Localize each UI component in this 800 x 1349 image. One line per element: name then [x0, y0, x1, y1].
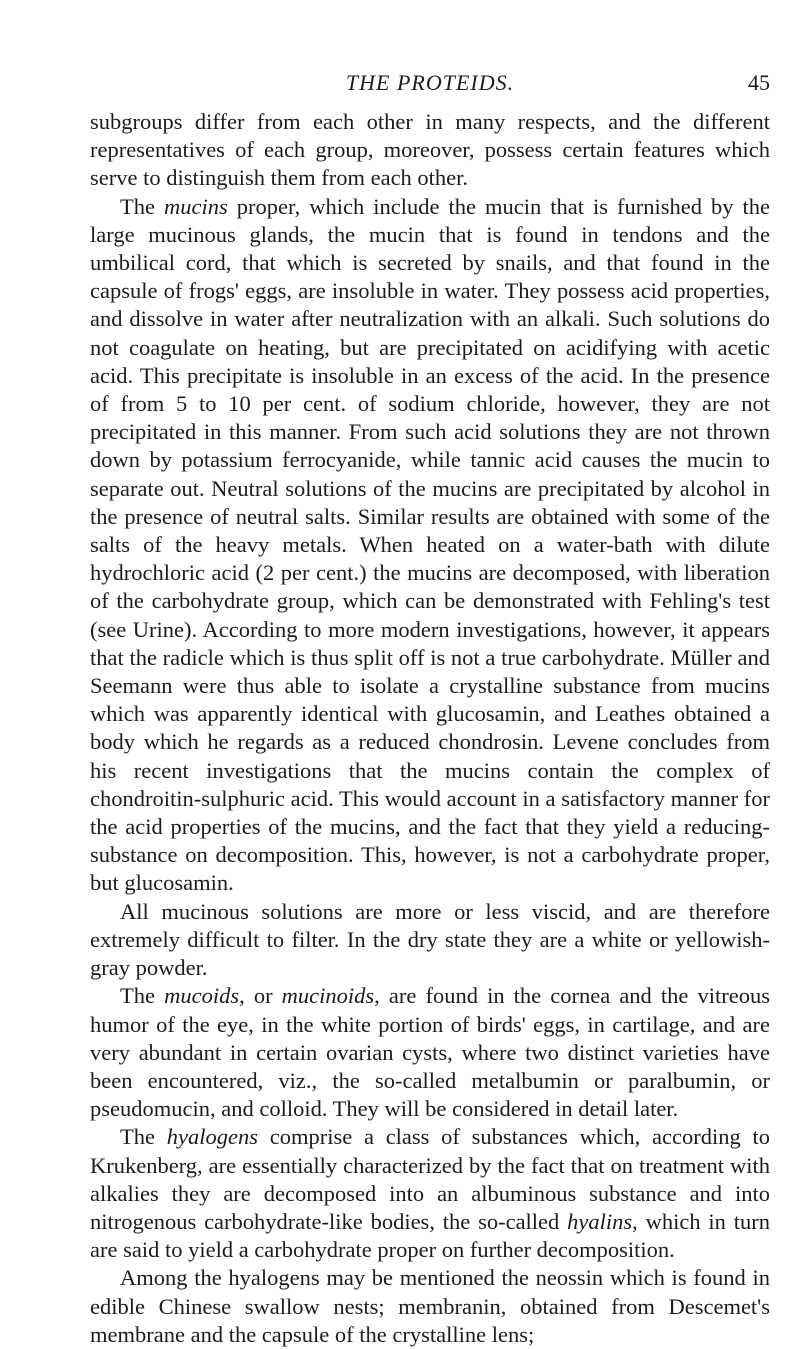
text-run: The [120, 1124, 167, 1150]
text-run: , are found in the cornea and the vitreous humor of the eye, in the white portion of birds' eggs, in cartilage, and are very abundant in certain ovarian cysts, where two distinct varieties have been encountered, viz., the so-called metalbumin or paralbumin, or pseudomucin, and colloid. They will be considered in detail later. [90, 983, 770, 1122]
page-header [90, 70, 770, 104]
term-mucinoids: mucinoids [281, 983, 375, 1009]
term-hyalogens: hyalogens [166, 1124, 258, 1150]
running-head: THE PROTEIDS. [345, 70, 515, 95]
term-hyalins: hyalins [567, 1208, 633, 1234]
paragraph [90, 108, 770, 193]
term-mucins: mucins [164, 193, 228, 219]
paragraph [90, 1123, 770, 1264]
term-mucoids: mucoids [164, 983, 240, 1009]
text-run: All mucinous solutions are more or less viscid, and are therefore extremely difficult to filter. In the dry state they are a white or yellowish-gray powder. [90, 898, 770, 981]
text-run: The [120, 983, 165, 1009]
text-run: subgroups differ from each other in many respects, and the different representatives of each group, moreover, possess certain features which serve to distinguish them from each other. [90, 109, 770, 191]
paragraph [90, 982, 770, 1123]
text-run: proper, which include the mucin that is furnished by the large mucinous glands, the mucin that is found in tendons and the umbilical cord, that which is secreted by snails, and that found in the capsule of frogs' eggs, are insoluble in water. They possess acid properties, and dissolve in water after neutralization with an alkali. Such solutions do not coagulate on heating, but are precipitated on acidifying with acetic acid. This precipitate is insoluble in an excess of the acid. In the presence of from 5 to 10 per cent. of sodium chloride, however, they are not precipitated in this manner. From such acid solutions they are not thrown down by potassium ferrocyanide, while tannic acid causes the mucin to separate out. Neutral solutions of the mucins are precipitated by alcohol in the presence of neutral salts. Similar results are obtained with some of the salts of the heavy metals. When heated on a water-bath with dilute hydrochloric acid (2 per cent.) the mucins are decomposed, with liberation of the carbohydrate group, which can be demonstrated with Fehling's test (see Urine). According to more modern investigations, however, it appears that the radicle which is thus split off is not a true carbohydrate. Müller and Seemann were thus able to isolate a crystalline substance from mucins which was apparently identical with glucosamin, and Leathes obtained a body which he regards as a reduced chondrosin. Levene concludes from his recent investigations that the mucins contain the complex of chondroitin-sulphuric acid. This would account in a satisfactory manner for the acid properties of the mucins, and the fact that they yield a reducing-substance on decomposition. This, however, is not a carbohydrate proper, but glucosamin. [90, 193, 770, 896]
text-run: The [120, 193, 164, 219]
paragraph [90, 898, 770, 983]
paragraph [90, 1264, 770, 1349]
page-number: 45 [748, 70, 770, 95]
paragraph [90, 193, 770, 898]
text-run: , or [239, 983, 282, 1009]
text-run: comprise a class of substances which, according to Krukenberg, are essentially characterized by the fact that on treatment with alkalies they are decomposed into an albuminous substance and into nitrogenous carbohydrate-like bodies, the so-called [90, 1124, 770, 1234]
text-run: Among the hyalogens may be mentioned the neossin which is found in edible Chinese swallow nests; membranin, obtained from Descemet's membrane and the capsule of the crystalline lens; [90, 1265, 770, 1347]
body-text [90, 108, 770, 1349]
text-run: , which in turn are said to yield a carbohydrate proper on further decomposition. [90, 1208, 770, 1263]
